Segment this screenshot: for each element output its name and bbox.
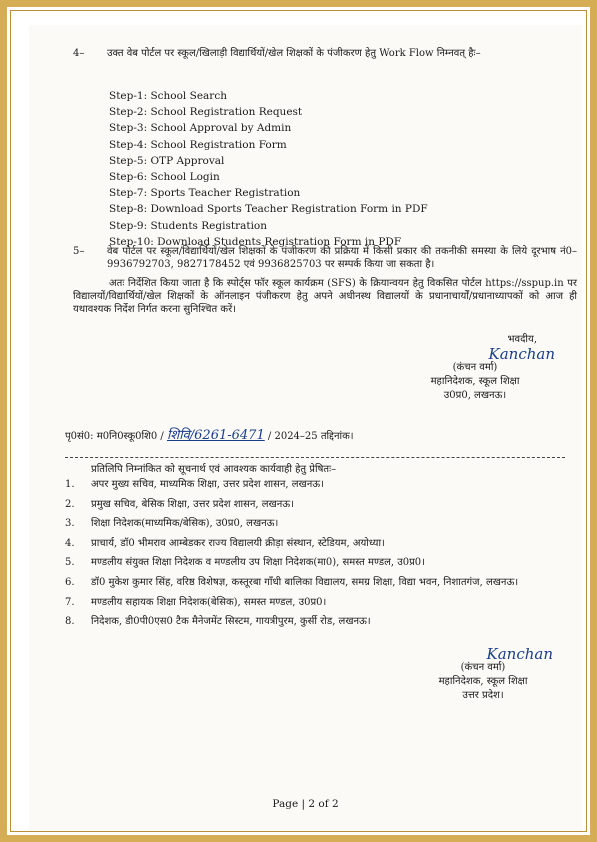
list-number: 4. [65, 537, 75, 549]
step-item: Step-3: School Approval by Admin [109, 122, 292, 135]
list-number: 1. [65, 479, 75, 490]
list-number: 6. [65, 576, 75, 588]
step-item: Step-6: School Login [109, 171, 220, 184]
list-text: प्रमुख सचिव, बेसिक शिक्षा, उत्तर प्रदेश शासन, लखनऊ। [91, 498, 294, 510]
signatory-designation: महानिदेशक, स्कूल शिक्षा [438, 676, 528, 687]
list-item [65, 556, 575, 570]
para-5-text: वेब पोर्टल पर स्कूल/विद्यार्थियों/खेल शिक्षकों के पंजीकरण की प्रक्रिया में किसी प्रकार की तकनीकी समस्या के लिये दूरभाष नं0–9936792703, 9827178452 एवं 9936825703 पर सम्पर्क किया जा सकता है। [107, 246, 577, 270]
list-text: अपर मुख्य सचिव, माध्यमिक शिक्षा, उत्तर प्रदेश शासन, लखनऊ। [91, 479, 324, 490]
list-number: 8. [65, 616, 75, 628]
reference-prefix: पृ0सं0: म0नि0स्कू0शि0 / [65, 431, 164, 442]
reference-suffix: / 2024–25 तद्दिनांक। [267, 431, 354, 442]
signatory-designation: महानिदेशक, स्कूल शिक्षा [430, 376, 520, 387]
signature-block-1 [395, 333, 555, 403]
list-item [65, 498, 575, 512]
step-item: Step-4: School Registration Form [109, 138, 287, 151]
signature-image: Kanchan [488, 345, 555, 363]
para-4-text: उक्त वेब पोर्टल पर स्कूल/खिलाड़ी विद्यार्थियों/खेल शिक्षकों के पंजीकरण हेतु Work Flow निम्नवत् हैः– [107, 48, 481, 59]
list-text: मण्डलीय सहायक शिक्षा निदेशक(बेसिक), समस्त मण्डल, उ0प्र0। [91, 596, 327, 608]
list-number: 5. [65, 557, 75, 569]
page-footer: Page | 2 of 2 [272, 798, 339, 810]
signatory-place: उत्तर प्रदेश। [462, 690, 504, 701]
list-number: 2. [65, 498, 75, 510]
para-4-number: 4– [73, 48, 85, 59]
list-item [65, 478, 575, 492]
list-item [65, 615, 575, 629]
reference-handwritten: शिवि/6261-6471 [166, 428, 265, 443]
signatory-name: (कंचन वर्मा) [452, 362, 498, 373]
step-item: Step-2: School Registration Request [109, 106, 303, 119]
list-item [65, 576, 575, 590]
reference-number [65, 429, 354, 443]
step-item: Step-7: Sports Teacher Registration [109, 187, 301, 200]
para-6-text: अतः निर्देशित किया जाता है कि स्पोर्ट्स फॉर स्कूल कार्यक्रम (SFS) के क्रियान्वयन हेतु विकसित पोर्टल https://sspup.in पर विद्यालयों/विद्यार्थियों/खेल शिक्षकों के ऑनलाइन पंजीकरण हेतु अपने अधीनस्थ विद्यालयों के प्रधानाचार्यों/प्रधानाध्यापकों को आज ही यथावश्यक निर्देश निर्गत करना सुनिश्चित करें। [73, 278, 577, 315]
step-item: Step-5: OTP Approval [109, 154, 225, 167]
copy-heading: प्रतिलिपि निम्नांकित को सूचनार्थ एवं आवश्यक कार्यवाही हेतु प्रेषितः– [91, 464, 337, 475]
list-item [65, 517, 575, 531]
list-text: डॉ0 मुकेश कुमार सिंह, वरिष्ठ विशेषज्ञ, कस्तूरबा गाँधी बालिका विद्यालय, समग्र शिक्षा, विद्या भवन, निशातगंज, लखनऊ। [91, 576, 519, 588]
step-item: Step-10: Download Students Registration Form in PDF [109, 235, 402, 248]
signature-block-2 [413, 647, 553, 703]
document-page [29, 25, 582, 831]
closing: भवदीय, [507, 334, 537, 345]
signatory-place: उ0प्र0, लखनऊ। [443, 390, 507, 401]
list-item [65, 537, 575, 551]
list-text: मण्डलीय संयुक्त शिक्षा निदेशक व मण्डलीय उप शिक्षा निदेशक(मा0), समस्त मण्डल, उ0प्र0। [91, 557, 425, 569]
list-text: निदेशक, डी0पी0एस0 टैक मैनेजमेंट सिस्टम, गायत्रीपुरम, कुर्सी रोड, लखनऊ। [91, 616, 371, 628]
list-text: शिक्षा निदेशक(माध्यमिक/बेसिक), उ0प्र0, लखनऊ। [91, 518, 279, 530]
signature-image: Kanchan [486, 645, 553, 663]
signatory-name: (कंचन वर्मा) [460, 662, 506, 673]
step-item: Step-1: School Search [109, 90, 227, 102]
step-item: Step-9: Students Registration [109, 219, 268, 232]
copy-list [65, 478, 575, 635]
step-item: Step-8: Download Sports Teacher Registration Form in PDF [109, 203, 428, 216]
workflow-steps [109, 88, 428, 250]
list-item [65, 596, 575, 610]
list-number: 7. [65, 596, 75, 608]
divider [65, 457, 565, 458]
list-text: प्राचार्य, डॉ0 भीमराव आम्बेडकर राज्य विद्यालयी क्रीड़ा संस्थान, स्टेडियम, अयोध्या। [91, 537, 385, 549]
list-number: 3. [65, 518, 75, 530]
para-5-number: 5– [73, 246, 85, 257]
